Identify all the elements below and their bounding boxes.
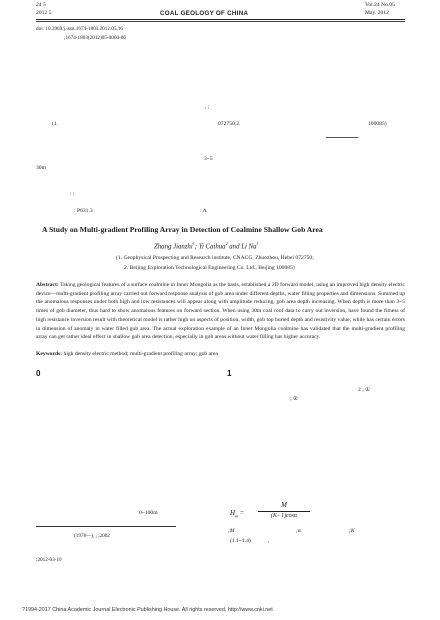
formula-fraction-bar xyxy=(258,511,310,512)
keywords-label: Keywords: xyxy=(36,351,63,357)
header-vol-issue-cn: 24 5 xyxy=(36,2,46,8)
cn-clc: : P631.3 xyxy=(74,208,93,214)
body-mark-6: ;K xyxy=(349,528,355,534)
cn-coal-roof: 30m xyxy=(36,165,46,171)
header-rule-thin xyxy=(36,21,405,22)
header-year-month-cn: 2012 5 xyxy=(36,10,52,16)
author-3: Li Na xyxy=(241,243,257,251)
abstract-label: Abstract: xyxy=(36,282,59,288)
paper-title: A Study on Multi-gradient Profiling Array in Detection of Coalmine Shallow Gob Area xyxy=(42,225,323,234)
copyright-line: ?1994-2017 China Academic Journal Electronic Publishing House. All rights reserved. http://www.cnki.net xyxy=(22,607,273,613)
header-vol-no: Vol.24 No.05 xyxy=(365,2,395,8)
body-mark-3: 0~100m xyxy=(139,510,158,516)
body-mark-4: ;M xyxy=(228,528,235,534)
issn-line: ;1674-1803(2012)05-0060-06 xyxy=(64,35,126,41)
body-mark-7: (1.1~1.4) xyxy=(230,538,251,544)
formula xyxy=(230,509,244,518)
cn-underline xyxy=(326,137,358,138)
author-and: and xyxy=(229,243,240,251)
keywords-text: high density electric method; multi-gradient profiling array; gob area xyxy=(63,351,218,357)
abstract xyxy=(36,281,405,342)
header-rule-thick xyxy=(36,19,405,20)
cn-affil-1: (1. xyxy=(52,121,59,127)
section-0-heading: 0 xyxy=(36,369,41,378)
body-mark-1: 2 ; ① xyxy=(358,387,371,393)
author-3-sup: 1 xyxy=(256,241,259,246)
affiliation-1: (1. Geophysical Prospecting and Research institute, CNACG, Zhuozhou, Hebei 072750; xyxy=(116,255,314,261)
cn-keywords-marks: : ; xyxy=(70,191,75,197)
formula-eq: = xyxy=(240,509,245,517)
abstract-text: Taking geological features of a surface coalmine in Inner Mongolia as the basis, established a 2D forward model, using an improved high density electric device—multi-gradient profiling array carried out forward response analysis of gob area under different depths, water filling properties and dimensions. Summed up the anomalous responses under both high and low resistances will appear along with amplitude reducing, gob area depth increasing. When depth is more than 3~5 times of gob diameter, thus hard to show anomalous features on forward section. When using 30m coal roof data to carry out inversion, have found the fitness of high resistance inversion result with theoretical model is rather high on aspects of position, width, gob top buried depth and resistivity value; while has certain errors in dimension of anomaly in water filled gob area. The actual exploration example of an Inner Mongolia coalmine has validated that the multi-gradient profiling array can get rather ideal effect in shallow gob area detection, especially in gob areas without water filling has higher accuracy. xyxy=(36,282,405,341)
body-mark-8: , xyxy=(268,538,270,544)
author-list: Zhang Jianzhi$^1$; Yi Caihua$^2$ and Li Na$^1$ xyxy=(154,241,259,251)
journal-title: COAL GEOLOGY OF CHINA xyxy=(160,10,249,17)
author-1-sup: 1 xyxy=(192,241,195,246)
section-1-heading: 1 xyxy=(227,369,232,378)
cn-doc-code: : A xyxy=(200,208,207,214)
cn-affil-postcode-2: 100085) xyxy=(368,121,387,127)
formula-lhs-sub: m xyxy=(235,513,239,519)
cn-depth-range: 3~5 xyxy=(204,156,213,162)
cn-affil-postcode-1: 072750;2. xyxy=(218,121,241,127)
footnote-received: ;2012-03-10 xyxy=(36,557,62,563)
author-1: Zhang Jianzhi xyxy=(154,243,193,251)
author-2: Yi Caihua xyxy=(198,243,226,251)
formula-denominator: (K−1)cosα xyxy=(270,513,298,519)
doi-line: doi: 10.3969/j.issn.1674-1803.2012.05.16 xyxy=(36,26,123,32)
body-mark-5: ;α xyxy=(296,528,301,534)
footnote-author: (1978—), , ,2002 xyxy=(74,533,110,539)
footnote-rule xyxy=(36,526,176,527)
body-mark-2: ; ② xyxy=(290,396,298,402)
header-month-year: May. 2012 xyxy=(365,10,389,16)
formula-lhs: H xyxy=(230,509,236,517)
author-2-sup: 2 xyxy=(225,241,228,246)
formula-numerator: M xyxy=(281,501,287,509)
cn-title-marks: , ; xyxy=(205,104,210,110)
keywords xyxy=(36,350,405,359)
affiliation-2: 2. Beijing Exploration Technological Engineering Co. Ltd., Beijing 100085) xyxy=(124,265,295,271)
